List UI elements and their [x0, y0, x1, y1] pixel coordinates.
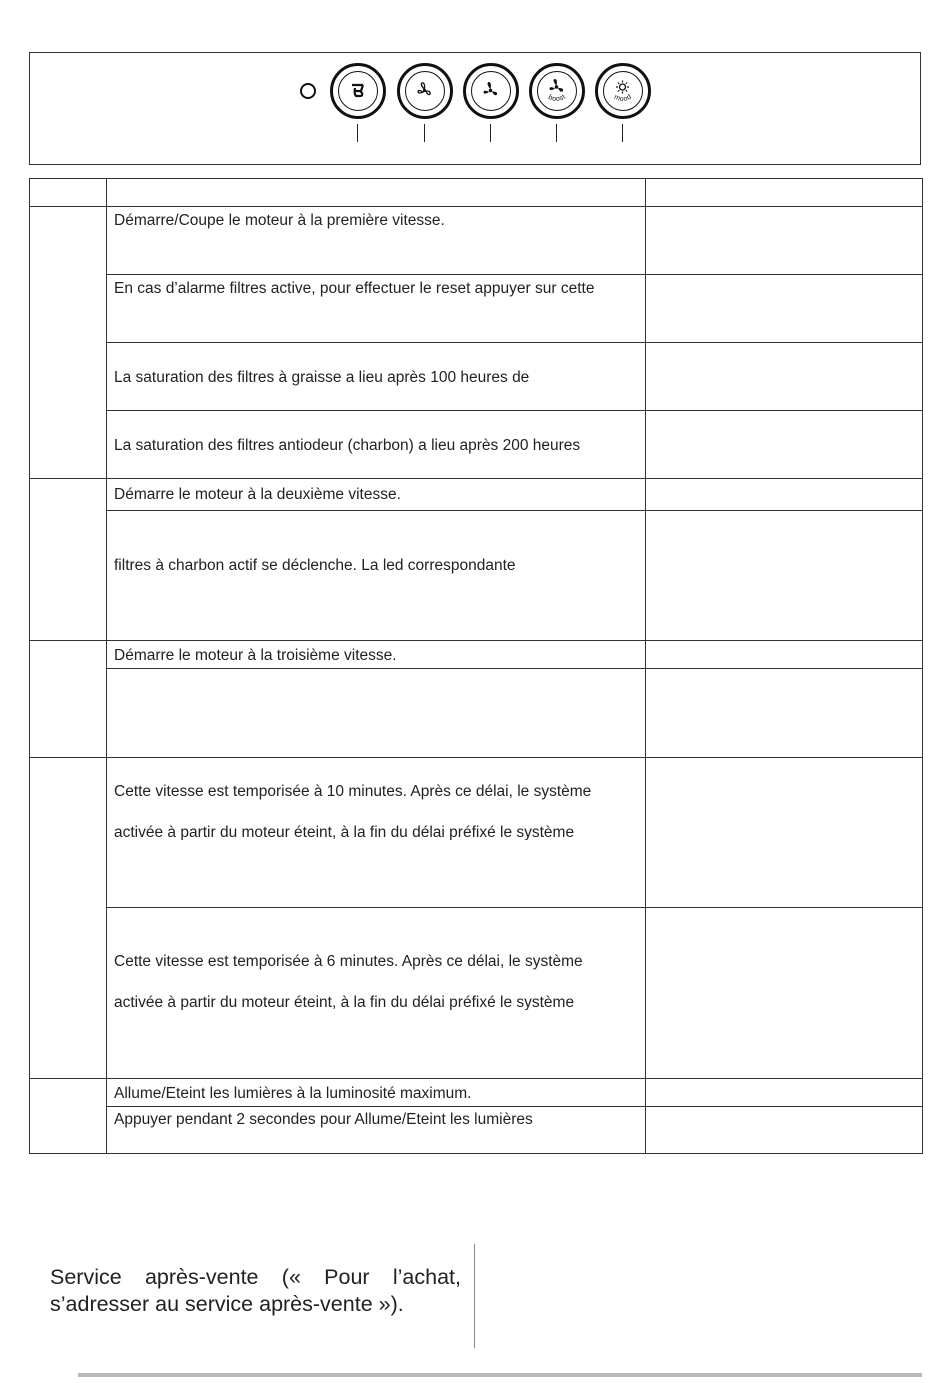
boost-button [529, 63, 585, 119]
service-text: Service après-vente (« Pour l’achat, s’adresser au service après-vente »). [50, 1265, 461, 1316]
table-row [30, 1107, 923, 1154]
header-cell [107, 179, 646, 207]
table-row [30, 641, 923, 669]
description-cell [107, 758, 646, 908]
table-row [30, 343, 923, 411]
description-cell [107, 275, 646, 343]
note-cell [646, 343, 923, 411]
callout-line [622, 124, 623, 142]
note-cell [646, 275, 923, 343]
description-text: Démarre le moteur à la troisième vitesse. [114, 648, 397, 664]
table-row [30, 669, 923, 758]
description-cell [107, 343, 646, 411]
mood-label: mood [612, 93, 634, 104]
description-text: Cette vitesse est temporisée à 10 minutes. Après ce délai, le système [114, 784, 592, 800]
button-cell [30, 479, 107, 641]
description-text: En cas d’alarme filtres active, pour effectuer le reset appuyer sur cette [114, 281, 595, 297]
note-cell [646, 479, 923, 511]
note-cell [646, 1107, 923, 1154]
button-cell [30, 207, 107, 479]
fan-speed-2-icon [472, 72, 509, 109]
power-icon [339, 72, 376, 109]
header-cell [30, 179, 107, 207]
note-cell [646, 758, 923, 908]
table-row [30, 1079, 923, 1107]
button-cell [30, 641, 107, 758]
mood-button [595, 63, 651, 119]
description-cell [107, 908, 646, 1079]
description-text: Appuyer pendant 2 secondes pour Allume/Éteint les lumières [114, 1112, 533, 1128]
description-text: La saturation des filtres antiodeur (charbon) a lieu après 200 heures [114, 438, 581, 454]
button-cell [30, 1079, 107, 1154]
description-text: La saturation des filtres à graisse a lieu après 100 heures de [114, 370, 530, 386]
description-text: filtres à charbon actif se déclenche. La led correspondante [114, 558, 516, 574]
button-cell [30, 758, 107, 1079]
svg-text:boost [547, 93, 567, 103]
table-row [30, 479, 923, 511]
table-row [30, 275, 923, 343]
description-cell [107, 641, 646, 669]
description-text: Allume/Éteint les lumières à la luminosité maximum. [114, 1086, 472, 1102]
callout-line [556, 124, 557, 142]
callout-line [424, 124, 425, 142]
table-header-row [30, 179, 923, 207]
fan-speed-1-button [397, 63, 453, 119]
page-bottom-bar [78, 1373, 922, 1377]
callout-line [357, 124, 358, 142]
functions-table [29, 178, 923, 1154]
header-cell [646, 179, 923, 207]
note-cell [646, 641, 923, 669]
description-cell [107, 479, 646, 511]
description-cell [107, 411, 646, 479]
note-cell [646, 511, 923, 641]
description-text: Démarre/Coupe le moteur à la première vitesse. [114, 213, 445, 229]
note-cell [646, 411, 923, 479]
divider [474, 1244, 475, 1348]
table-row [30, 207, 923, 275]
description-text: Démarre le moteur à la deuxième vitesse. [114, 487, 401, 503]
note-cell [646, 669, 923, 758]
light-mood-icon [604, 72, 641, 109]
table-row [30, 411, 923, 479]
description-cell [107, 207, 646, 275]
callout-line [490, 124, 491, 142]
power-button [330, 63, 386, 119]
description-cell [107, 1107, 646, 1154]
description-cell [107, 511, 646, 641]
note-cell [646, 908, 923, 1079]
fan-speed-1-icon [406, 72, 443, 109]
description-text: Cette vitesse est temporisée à 6 minutes. Après ce délai, le système [114, 954, 583, 970]
table-row [30, 511, 923, 641]
svg-text:mood [613, 93, 633, 103]
description-text: activée à partir du moteur éteint, à la fin du délai préfixé le système [114, 824, 575, 840]
description-cell [107, 1079, 646, 1107]
table-row [30, 908, 923, 1079]
led-indicator [300, 83, 316, 99]
fan-speed-2-button [463, 63, 519, 119]
note-cell [646, 207, 923, 275]
description-cell [107, 669, 646, 758]
table-row [30, 758, 923, 908]
boost-label: boost [546, 93, 568, 104]
fan-boost-icon [538, 72, 575, 109]
note-cell [646, 1079, 923, 1107]
description-text: activée à partir du moteur éteint, à la fin du délai préfixé le système [114, 994, 575, 1010]
